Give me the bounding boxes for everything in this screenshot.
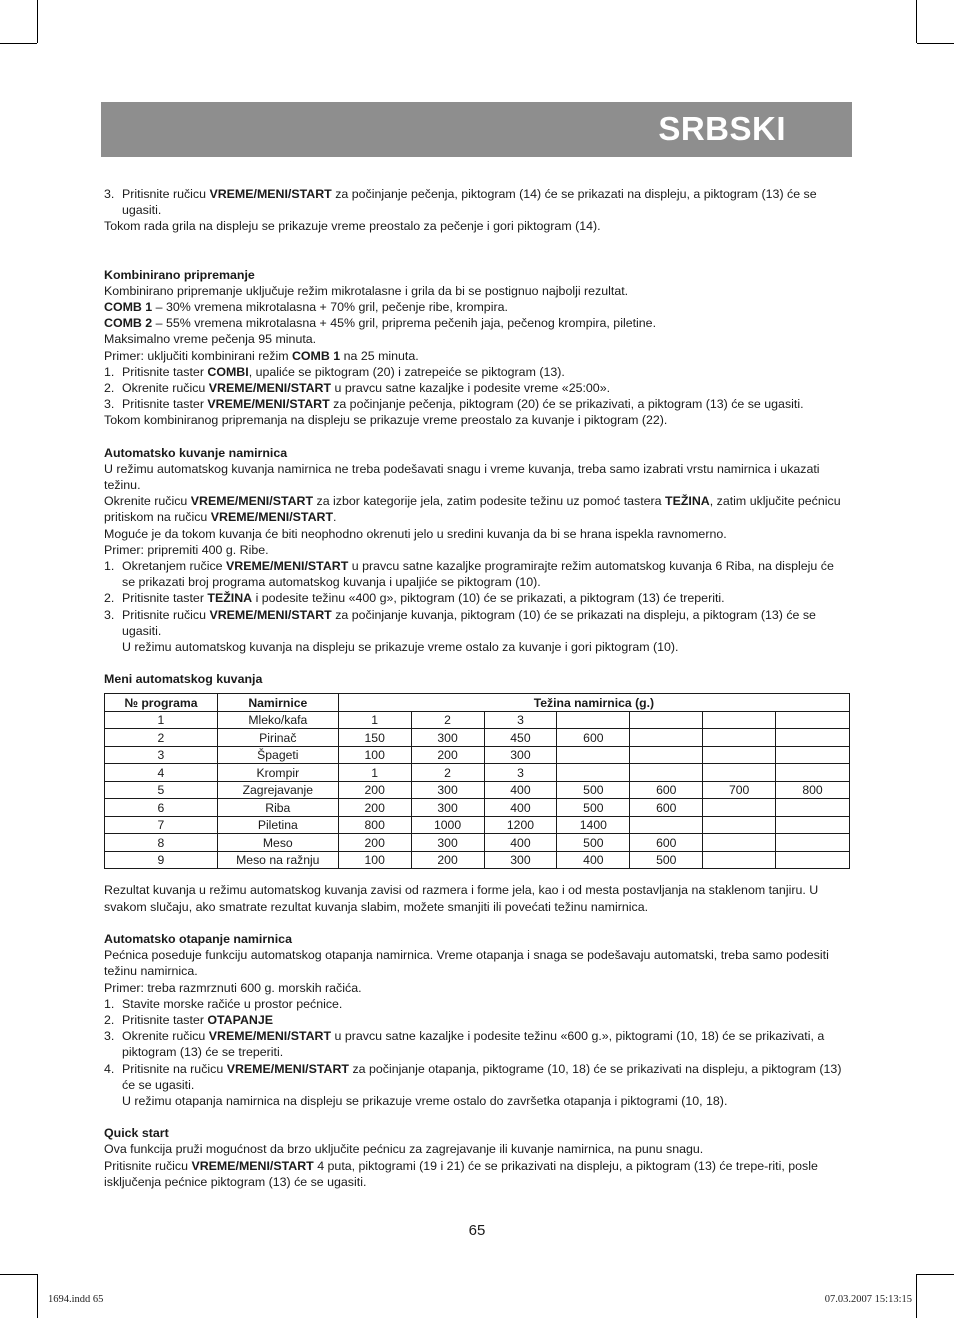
page-title: SRBSKI — [658, 110, 786, 147]
table-cell-weight — [703, 799, 776, 817]
paragraph: Primer: uključiti kombinirani režim COMB 1 na 25 minuta. — [104, 348, 419, 363]
table-cell-weight: 1000 — [411, 816, 484, 834]
column-header: Težina namirnica (g.) — [338, 694, 849, 712]
table-cell-weight: 300 — [411, 781, 484, 799]
table-cell-food: Mleko/kafa — [217, 711, 338, 729]
column-header: Namirnice — [217, 694, 338, 712]
table-cell-weight: 400 — [484, 781, 557, 799]
table-cell-weight: 300 — [411, 799, 484, 817]
table-cell-weight: 3 — [484, 711, 557, 729]
table-row — [105, 799, 850, 817]
paragraph: Okrenite ručicu VREME/MENI/START za izbor kategorije jela, zatim podesite težinu uz pomoć tastera TEŽINA, zatim uključite pećnicu pritiskom na ručicu VREME/MENI/START. — [104, 494, 841, 525]
table-cell-weight: 200 — [338, 834, 411, 852]
table-row — [105, 781, 850, 799]
table-cell-program: 6 — [105, 799, 218, 817]
table-cell-food: Meso na ražnju — [217, 851, 338, 869]
table-row — [105, 816, 850, 834]
table-cell-program: 7 — [105, 816, 218, 834]
table-cell-weight — [703, 816, 776, 834]
table-cell-weight — [776, 851, 850, 869]
table-row — [105, 764, 850, 782]
table-cell-program: 1 — [105, 711, 218, 729]
table-cell-weight — [776, 834, 850, 852]
table-cell-weight — [776, 764, 850, 782]
table-cell-weight: 3 — [484, 764, 557, 782]
list-item: 4. Pritisnite na ručicu VREME/MENI/START za počinjanje otapanja, piktograme (10, 18) će se prikazivati na displeju, a piktogram (13) će se ugasiti. — [104, 1061, 842, 1092]
table-cell-program: 9 — [105, 851, 218, 869]
table-cell-weight: 600 — [557, 729, 630, 747]
table-cell-weight: 500 — [557, 834, 630, 852]
crop-mark — [0, 43, 37, 44]
paragraph: Kombinirano pripremanje uključuje režim mikrotalasne i grila da bi se postignuo najbolji rezultat. — [104, 283, 629, 298]
table-cell-weight — [703, 729, 776, 747]
table-cell-food: Špageti — [217, 746, 338, 764]
list-item: 3. Okrenite ručicu VREME/MENI/START u pravcu satne kazaljke i podesite težinu «600 g.», piktogrami (10, 18) će se prikazivati, a piktogram (13) će se treperiti. — [104, 1029, 825, 1060]
table-cell-program: 5 — [105, 781, 218, 799]
table-cell-weight: 100 — [338, 746, 411, 764]
paragraph: COMB 2 – 55% vremena mikrotalasna + 45% gril, priprema pečenih jaja, pečenog krompira, piletine. — [104, 316, 657, 331]
table-cell-food: Zagrejavanje — [217, 781, 338, 799]
table-cell-food: Meso — [217, 834, 338, 852]
paragraph: Moguće je da tokom kuvanja će biti neophodno okrenuti jelo u sredini kuvanja da bi se hrana ispekla ravnomerno. — [104, 526, 727, 541]
list-item: 2. Pritisnite taster OTAPANJE — [104, 1012, 274, 1027]
table-cell-weight: 400 — [484, 834, 557, 852]
crop-mark — [37, 0, 38, 43]
slug-date: 07.03.2007 15:13:15 — [824, 1294, 912, 1305]
table-cell-weight: 500 — [557, 799, 630, 817]
paragraph: Primer: treba razmrznuti 600 g. morskih račića. — [104, 980, 362, 995]
language-banner — [101, 102, 852, 157]
table-cell-weight — [630, 746, 703, 764]
table-cell-weight — [630, 711, 703, 729]
table-cell-program: 3 — [105, 746, 218, 764]
table-cell-weight — [776, 816, 850, 834]
table-cell-weight: 300 — [484, 746, 557, 764]
table-row — [105, 834, 850, 852]
table-row — [105, 729, 850, 747]
paragraph: Ova funkcija pruži mogućnost da brzo uključite pećnicu za zagrejavanje ili kuvanje namirnica, na punu snagu. — [104, 1142, 704, 1157]
crop-mark — [916, 0, 917, 43]
table-cell-program: 8 — [105, 834, 218, 852]
table-cell-weight: 1 — [338, 764, 411, 782]
table-cell-weight: 300 — [411, 729, 484, 747]
table-cell-weight: 300 — [411, 834, 484, 852]
section-heading: Kombinirano pripremanje — [104, 267, 255, 282]
table-cell-weight: 200 — [411, 851, 484, 869]
table-cell-weight: 2 — [411, 764, 484, 782]
list-item: 3. Pritisnite ručicu VREME/MENI/START za počinjanje pečenja, piktogram (14) će se prikazati na displeju, a piktogram (13) će se ugasiti. — [104, 187, 817, 218]
table-cell-weight: 300 — [484, 851, 557, 869]
table-cell-weight — [703, 834, 776, 852]
crop-mark — [37, 1274, 38, 1318]
section-heading: Automatsko kuvanje namirnica — [104, 445, 288, 460]
list-item: 1. Okretanjem ručice VREME/MENI/START u pravcu satne kazaljke programirajte režim automatskog kuvanja 6 Riba, na displeju će se prikazati broj programa automatskog kuvanja i upaljiće se piktogram (10). — [104, 559, 834, 590]
section-heading: Meni automatskog kuvanja — [104, 672, 263, 687]
table-row — [105, 711, 850, 729]
paragraph: Pećnica poseduje funkciju automatskog otapanja namirnica. Vreme otapanja i snaga se podešavaju automatski, treba samo podesiti težinu namirnica. — [104, 948, 829, 979]
table-cell-food: Krompir — [217, 764, 338, 782]
paragraph: Tokom rada grila na displeju se prikazuje vreme preostalo za pečenje i gori piktogram (14). — [104, 219, 601, 234]
auto-cook-table — [104, 693, 850, 869]
table-cell-weight: 600 — [630, 781, 703, 799]
table-cell-weight: 600 — [630, 834, 703, 852]
table-cell-weight: 1200 — [484, 816, 557, 834]
table-cell-weight — [630, 729, 703, 747]
paragraph: U režimu automatskog kuvanja namirnica ne treba podešavati snagu i vreme kuvanja, treba samo izabrati vrstu namirnica i ukazati težinu. — [104, 461, 820, 493]
crop-mark — [0, 1274, 37, 1275]
table-cell-weight: 500 — [557, 781, 630, 799]
section-heading: Quick start — [104, 1126, 169, 1141]
crop-mark — [916, 1274, 917, 1318]
list-item: 2. Pritisnite taster TEŽINA i podesite težinu «400 g», piktogram (10) će se prikazati, a piktogram (13) će treperiti. — [104, 591, 725, 606]
table-cell-weight: 100 — [338, 851, 411, 869]
table-header-row — [105, 694, 850, 712]
table-cell-weight: 800 — [338, 816, 411, 834]
section-heading: Automatsko otapanje namirnica — [104, 931, 292, 946]
table-cell-weight: 200 — [411, 746, 484, 764]
table-cell-weight — [776, 729, 850, 747]
table-cell-weight: 200 — [338, 781, 411, 799]
table-cell-weight: 1400 — [557, 816, 630, 834]
table-cell-weight: 200 — [338, 799, 411, 817]
list-item: 1. Stavite morske račiće u prostor pećnice. — [104, 996, 343, 1011]
crop-mark — [917, 43, 954, 44]
table-cell-weight: 400 — [484, 799, 557, 817]
paragraph: Pritisnite ručicu VREME/MENI/START 4 puta, piktogrami (19 i 21) će se prikazivati na displeju, a piktogram (13) će trepe-riti, posle isključenja pećnice piktogram (13) će se ugasiti. — [104, 1158, 818, 1189]
table-cell-weight — [557, 764, 630, 782]
table-cell-weight: 2 — [411, 711, 484, 729]
page-content — [104, 186, 850, 1190]
paragraph: Tokom kombiniranog pripremanja na displeju se prikazuje vreme preostalo za kuvanje i piktogram (22). — [104, 413, 668, 428]
paragraph: Rezultat kuvanja u režimu automatskog kuvanja zavisi od razmera i forme jela, kao i od mesta postavljanja na staklenom tanjiru. U svakom slučaju, ako smatrate rezultat kuvanja slabim, možete smanjiti ili povećati težinu namirnica. — [104, 883, 819, 914]
table-cell-weight: 1 — [338, 711, 411, 729]
table-cell-food: Piletina — [217, 816, 338, 834]
table-cell-weight: 150 — [338, 729, 411, 747]
table-cell-weight: 450 — [484, 729, 557, 747]
paragraph: U režimu otapanja namirnica na displeju se prikazuje vreme ostalo do završetka otapanja i piktogrami (10, 18). — [122, 1093, 728, 1108]
table-cell-weight — [703, 746, 776, 764]
table-cell-weight: 700 — [703, 781, 776, 799]
table-body — [105, 711, 850, 869]
list-item: 1. Pritisnite taster COMBI, upaliće se piktogram (20) i zatrepeiće se piktogram (13). — [104, 364, 565, 379]
paragraph: Maksimalno vreme pečenja 95 minuta. — [104, 332, 317, 347]
table-cell-weight — [557, 711, 630, 729]
list-item: 3. Pritisnite taster VREME/MENI/START za počinjanje pečenja, piktogram (20) će se prikazivati, a piktogram (13) će se ugasiti. — [104, 397, 804, 412]
table-cell-weight — [703, 764, 776, 782]
table-cell-weight: 800 — [776, 781, 850, 799]
table-cell-weight — [776, 799, 850, 817]
column-header: № programa — [105, 694, 218, 712]
table-cell-weight — [557, 746, 630, 764]
page-number: 65 — [468, 1222, 486, 1239]
table-cell-food: Pirinač — [217, 729, 338, 747]
list-item: 3. Pritisnite ručicu VREME/MENI/START za počinjanje kuvanja, piktogram (10) će se prikazati na displeju, a piktogram (13) će se ugasiti. — [104, 607, 816, 638]
table-cell-weight — [703, 851, 776, 869]
table-cell-food: Riba — [217, 799, 338, 817]
paragraph: Primer: pripremiti 400 g. Ribe. — [104, 542, 269, 557]
table-cell-program: 4 — [105, 764, 218, 782]
slug-file: 1694.indd 65 — [48, 1294, 104, 1305]
table-cell-weight — [776, 711, 850, 729]
table-cell-weight — [630, 764, 703, 782]
table-cell-program: 2 — [105, 729, 218, 747]
table-cell-weight — [776, 746, 850, 764]
table-cell-weight: 400 — [557, 851, 630, 869]
table-row — [105, 746, 850, 764]
table-cell-weight — [703, 711, 776, 729]
table-cell-weight — [630, 816, 703, 834]
paragraph: U režimu automatskog kuvanja na displeju se prikazuje vreme ostalo za kuvanje i gori piktogram (10). — [122, 640, 679, 655]
table-cell-weight: 600 — [630, 799, 703, 817]
crop-mark — [917, 1274, 954, 1275]
table-cell-weight: 500 — [630, 851, 703, 869]
list-item: 2. Okrenite ručicu VREME/MENI/START u pravcu satne kazaljke i podesite vreme «25:00». — [104, 381, 611, 396]
table-row — [105, 851, 850, 869]
paragraph: COMB 1 – 30% vremena mikrotalasna + 70% gril, pečenje ribe, krompira. — [104, 300, 508, 315]
